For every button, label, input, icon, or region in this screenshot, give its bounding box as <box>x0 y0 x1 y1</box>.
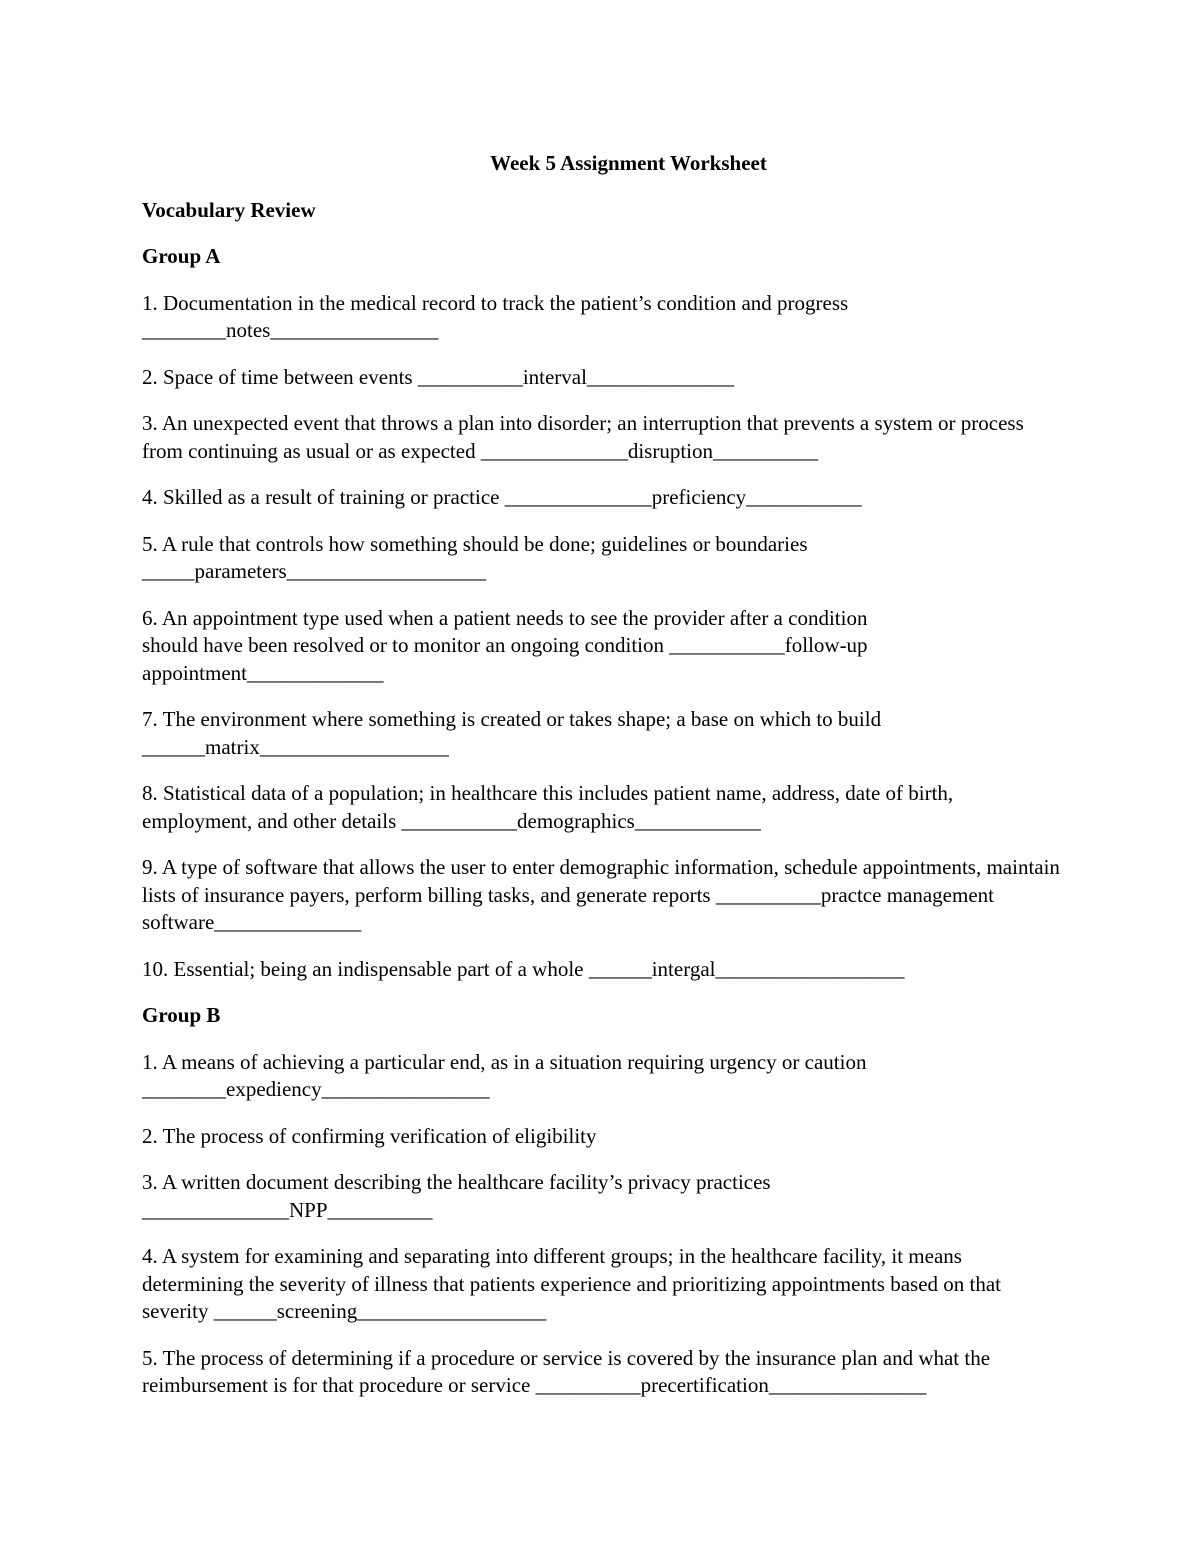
group-b-item-2: 2. The process of confirming verification of eligibility <box>142 1123 597 1148</box>
group-a-item-2: 2. Space of time between events __________interval______________ <box>142 364 734 389</box>
group-b-item-1: 1. A means of achieving a particular end, as in a situation requiring urgency or caution ________expediency________________ <box>142 1049 867 1101</box>
group-b-item-3: 3. A written document describing the healthcare facility’s privacy practices ______________NPP__________ <box>142 1170 771 1222</box>
worksheet-page <box>142 150 1067 1419</box>
group-b-heading: Group B <box>142 1003 221 1027</box>
group-a-item-8: 8. Statistical data of a population; in healthcare this includes patient name, address, date of birth, employment, and other details ___________demographics____________ <box>142 781 954 833</box>
group-a-item-4: 4. Skilled as a result of training or practice ______________preficiency___________ <box>142 485 862 509</box>
group-a-item-6: 6. An appointment type used when a patient needs to see the provider after a condition should have been resolved or to monitor an ongoing condition ___________follow-up appointment_____________ <box>142 605 868 685</box>
group-b-item-5: 5. The process of determining if a procedure or service is covered by the insurance plan and what the reimbursement is for that procedure or service __________precertification_______________ <box>142 1345 991 1397</box>
group-b-item-4: 4. A system for examining and separating into different groups; in the healthcare facility, it means determining the severity of illness that patients experience and prioritizing appointments based on that severity ______screening__________________ <box>142 1244 1002 1323</box>
group-a-item-1: 1. Documentation in the medical record to track the patient’s condition and progress ________notes________________ <box>142 290 849 342</box>
page-title: Week 5 Assignment Worksheet <box>490 151 767 175</box>
group-a-heading: Group A <box>142 244 221 268</box>
section-heading: Vocabulary Review <box>142 197 316 222</box>
group-a-item-10: 10. Essential; being an indispensable part of a whole ______intergal__________________ <box>142 956 905 981</box>
group-a-item-3: 3. An unexpected event that throws a plan into disorder; an interruption that prevents a system or process from continuing as usual or as expected ______________disruption__________ <box>142 411 1024 463</box>
group-a-item-7: 7. The environment where something is created or takes shape; a base on which to build ______matrix__________________ <box>142 707 882 759</box>
group-a-item-5: 5. A rule that controls how something should be done; guidelines or boundaries _____parameters___________________ <box>142 531 808 583</box>
group-a-item-9: 9. A type of software that allows the user to enter demographic information, schedule appointments, maintain lists of insurance payers, perform billing tasks, and generate reports __________practce management software______________ <box>142 855 1060 934</box>
